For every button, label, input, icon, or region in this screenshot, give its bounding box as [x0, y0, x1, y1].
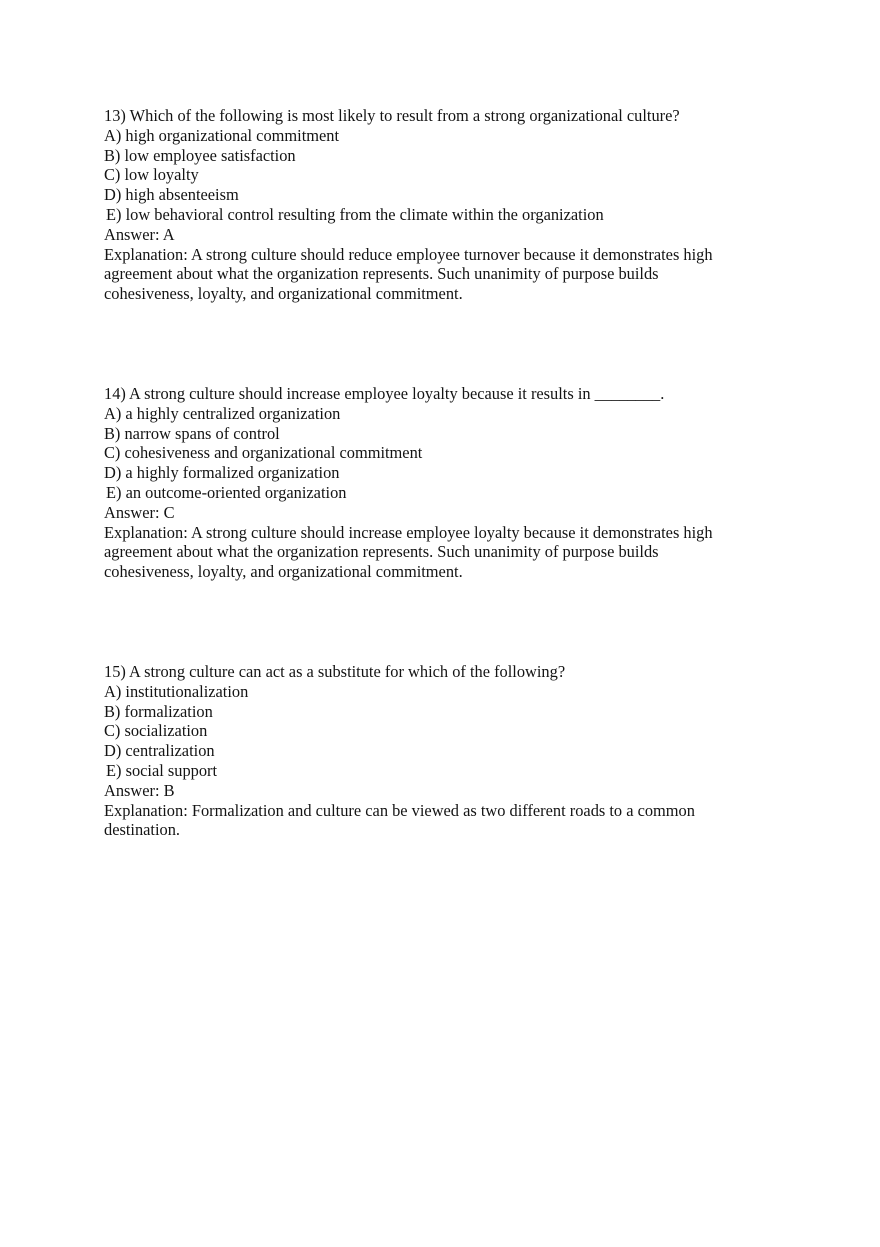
option-a: A) a highly centralized organization [104, 403, 341, 423]
explanation-line: Explanation: Formalization and culture can be viewed as two different roads to a common [104, 800, 695, 820]
answer: Answer: B [104, 780, 175, 800]
option-c: C) cohesiveness and organizational commitment [104, 443, 423, 463]
question-stem: 15) A strong culture can act as a substitute for which of the following? [104, 662, 566, 681]
option-e: E) an outcome-oriented organization [106, 482, 347, 502]
option-e: E) social support [106, 760, 218, 780]
answer: Answer: C [104, 502, 175, 522]
answer: Answer: A [104, 224, 175, 244]
option-e: E) low behavioral control resulting from the climate within the organization [106, 204, 604, 224]
explanation-line: agreement about what the organization represents. Such unanimity of purpose builds [104, 264, 659, 284]
question-13 [104, 106, 794, 304]
option-b: B) formalization [104, 701, 213, 721]
option-c: C) low loyalty [104, 165, 199, 185]
explanation-line: agreement about what the organization represents. Such unanimity of purpose builds [104, 542, 659, 562]
explanation-line: Explanation: A strong culture should increase employee loyalty because it demonstrates high [104, 522, 713, 542]
option-b: B) narrow spans of control [104, 423, 280, 443]
explanation-line: cohesiveness, loyalty, and organizational commitment. [104, 284, 463, 304]
explanation-line: cohesiveness, loyalty, and organizational commitment. [104, 562, 463, 582]
option-b: B) low employee satisfaction [104, 145, 296, 165]
question-14 [104, 384, 794, 582]
option-d: D) centralization [104, 741, 215, 761]
question-15 [104, 662, 794, 840]
explanation-line: Explanation: A strong culture should reduce employee turnover because it demonstrates high [104, 244, 713, 264]
option-a: A) high organizational commitment [104, 125, 340, 145]
question-stem: 13) Which of the following is most likely to result from a strong organizational culture? [104, 106, 680, 125]
option-a: A) institutionalization [104, 681, 249, 701]
option-d: D) high absenteeism [104, 185, 239, 205]
question-stem: 14) A strong culture should increase employee loyalty because it results in ________. [104, 384, 665, 403]
option-c: C) socialization [104, 721, 208, 741]
explanation-line: destination. [104, 820, 181, 840]
option-d: D) a highly formalized organization [104, 463, 340, 483]
